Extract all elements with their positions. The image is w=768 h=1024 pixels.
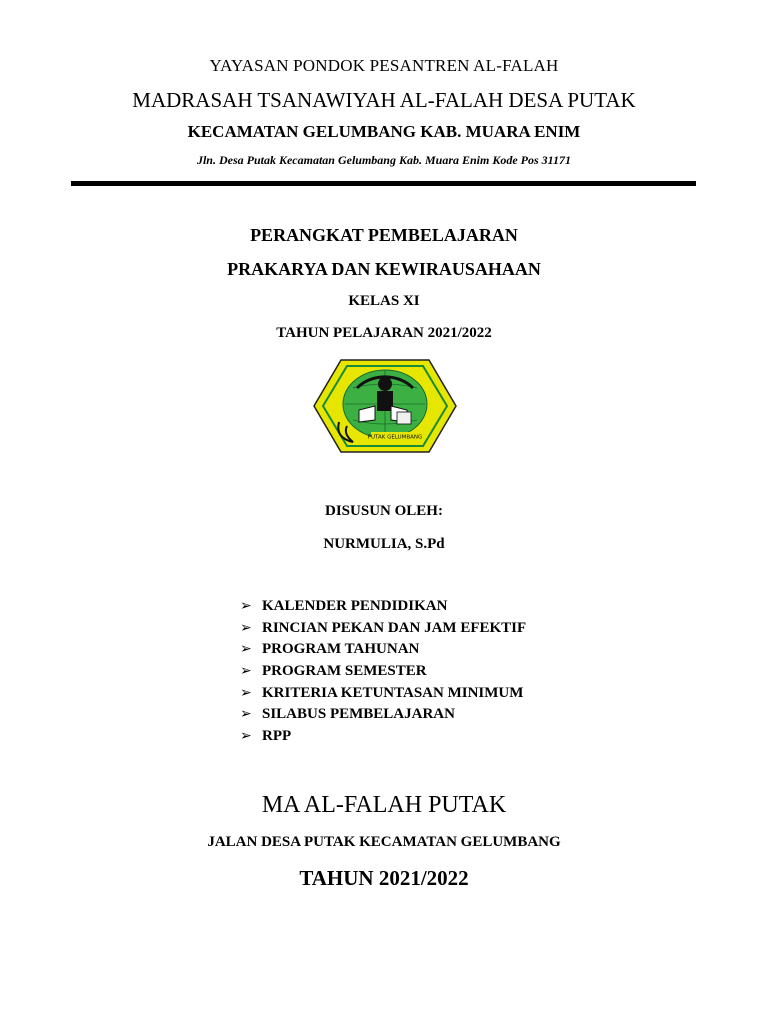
foundation-name: YAYASAN PONDOK PESANTREN AL-FALAH bbox=[209, 56, 559, 75]
logo-figure-head bbox=[378, 377, 392, 391]
list-item: ➢ PROGRAM SEMESTER bbox=[240, 661, 526, 683]
arrow-bullet-icon: ➢ bbox=[240, 728, 252, 745]
subject-title: PRAKARYA DAN KEWIRAUSAHAAN bbox=[227, 259, 541, 279]
arrow-bullet-icon: ➢ bbox=[240, 706, 252, 723]
arrow-bullet-icon: ➢ bbox=[240, 641, 252, 658]
list-item: ➢ RINCIAN PEKAN DAN JAM EFEKTIF bbox=[240, 618, 526, 640]
institution-name: MA AL-FALAH PUTAK bbox=[261, 792, 507, 818]
arrow-bullet-icon: ➢ bbox=[240, 684, 252, 701]
district-name: KECAMATAN GELUMBANG KAB. MUARA ENIM bbox=[187, 122, 581, 141]
school-logo bbox=[313, 358, 457, 454]
school-address: Jln. Desa Putak Kecamatan Gelumbang Kab. Muara Enim Kode Pos 31171 bbox=[196, 153, 572, 167]
list-item: ➢ SILABUS PEMBELAJARAN bbox=[240, 704, 526, 726]
arrow-bullet-icon: ➢ bbox=[240, 598, 252, 614]
school-name: MADRASAH TSANAWIYAH AL-FALAH DESA PUTAK bbox=[132, 88, 636, 112]
document-title: PERANGKAT PEMBELAJARAN bbox=[250, 225, 518, 245]
arrow-bullet-icon: ➢ bbox=[240, 663, 252, 680]
logo-label: PUTAK GELUMBANG bbox=[367, 434, 423, 441]
list-item: ➢ PROGRAM TAHUNAN bbox=[240, 639, 526, 661]
class-label: KELAS XI bbox=[348, 293, 420, 309]
author-label: DISUSUN OLEH: bbox=[325, 503, 443, 519]
author-name: NURMULIA, S.Pd bbox=[323, 536, 445, 552]
list-item: ➢ KRITERIA KETUNTASAN MINIMUM bbox=[240, 683, 526, 705]
list-item: ➢ KALENDER PENDIDIKAN bbox=[240, 596, 526, 618]
header-divider bbox=[71, 181, 696, 186]
list-item: ➢ RPP bbox=[240, 726, 526, 748]
contents-list bbox=[240, 596, 526, 748]
institution-street: JALAN DESA PUTAK KECAMATAN GELUMBANG bbox=[207, 834, 561, 850]
academic-year: TAHUN PELAJARAN 2021/2022 bbox=[276, 325, 492, 341]
footer-year: TAHUN 2021/2022 bbox=[299, 866, 469, 890]
arrow-bullet-icon: ➢ bbox=[240, 619, 252, 636]
logo-building bbox=[397, 412, 411, 424]
